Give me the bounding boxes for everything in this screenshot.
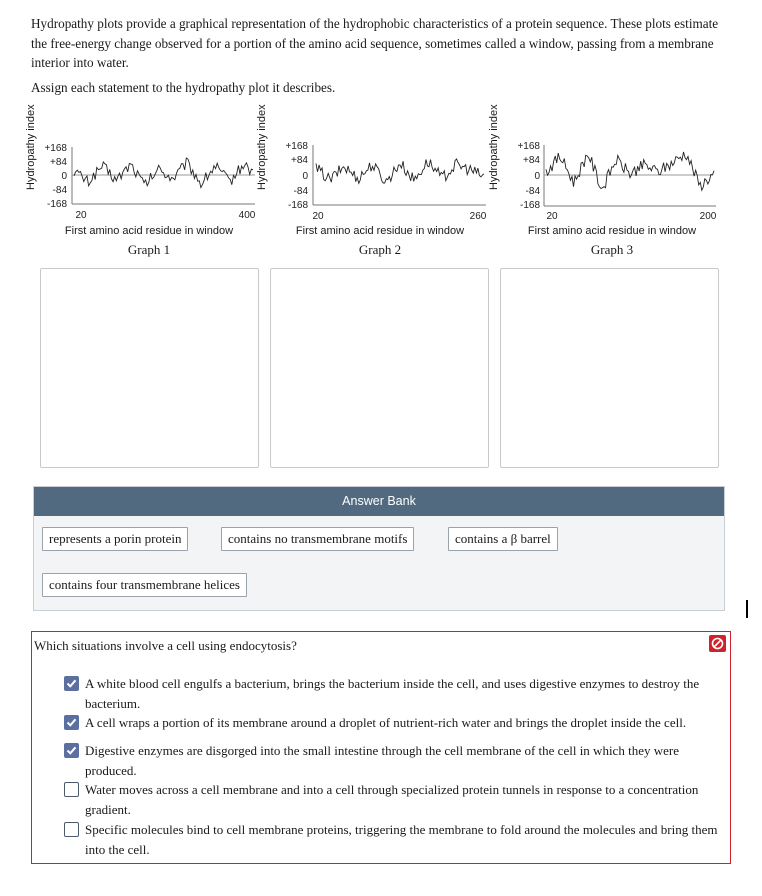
chip-porin-protein[interactable]: represents a porin protein: [42, 527, 188, 551]
graph-2: [256, 104, 496, 260]
option-2[interactable]: [64, 713, 724, 733]
graph-3-plot: [496, 128, 728, 223]
graph-2-plot: [264, 128, 496, 223]
graph-2-ytick: -168: [287, 200, 308, 211]
answer-bank: [33, 486, 725, 611]
graph-1-plot: [33, 128, 265, 223]
option-3-label: Digestive enzymes are disgorged into the small intestine through the cell membrane of the cell in which they were produced.: [85, 743, 679, 778]
chip-beta-barrel[interactable]: contains a β barrel: [448, 527, 558, 551]
option-5-checkbox[interactable]: [64, 822, 79, 837]
graph-3-ytick: -84: [525, 186, 540, 197]
graph-3-xtick-end: 200: [699, 211, 717, 222]
graph-3-series-line: [546, 152, 714, 190]
text-cursor: [746, 600, 748, 618]
graph-1-series-line: [74, 158, 253, 188]
graph-2-ytick: +168: [285, 141, 308, 152]
graph-1-ytick: -84: [52, 185, 67, 196]
graph-3-xlabel: First amino acid residue in window: [527, 225, 697, 237]
endocytosis-question-panel: [31, 631, 731, 864]
graph-3-xtick-start: 20: [546, 211, 558, 222]
option-2-label: A cell wraps a portion of its membrane around a droplet of nutrient-rich water and brings the droplet inside the cell.: [85, 715, 687, 730]
graph-1-ytick: +84: [50, 157, 67, 168]
option-5[interactable]: [64, 820, 724, 860]
option-5-label: Specific molecules bind to cell membrane proteins, triggering the membrane to fold around the molecules and bring them into the cell.: [85, 822, 718, 857]
graph-1-drop-zone[interactable]: [40, 268, 259, 468]
chip-no-transmembrane-motifs[interactable]: contains no transmembrane motifs: [221, 527, 414, 551]
option-4[interactable]: [64, 780, 724, 820]
graph-1-title: Graph 1: [127, 242, 171, 257]
graph-3-ytick: 0: [534, 171, 540, 182]
option-1[interactable]: [64, 674, 724, 714]
graph-3-title: Graph 3: [590, 242, 634, 257]
graph-1-xlabel: First amino acid residue in window: [64, 225, 234, 237]
option-2-checkbox[interactable]: [64, 715, 79, 730]
option-4-checkbox[interactable]: [64, 782, 79, 797]
graph-2-ytick: +84: [291, 155, 308, 166]
checkmark-icon: [66, 678, 77, 689]
instruction-text: Assign each statement to the hydropathy plot it describes.: [31, 80, 336, 95]
question-text: Which situations involve a cell using endocytosis?: [34, 638, 297, 653]
checkmark-icon: [66, 717, 77, 728]
graph-2-ylabel: Hydropathy index: [256, 104, 268, 190]
graph-1-ytick: 0: [61, 171, 67, 182]
option-1-checkbox[interactable]: [64, 676, 79, 691]
graph-1-xtick-start: 20: [75, 210, 87, 221]
chip-four-transmembrane-helices[interactable]: contains four transmembrane helices: [42, 573, 247, 597]
graph-1-ylabel: Hydropathy index: [25, 104, 37, 190]
graph-2-title: Graph 2: [358, 242, 402, 257]
graph-3-ylabel: Hydropathy index: [488, 104, 500, 190]
option-3[interactable]: [64, 741, 724, 781]
option-3-checkbox[interactable]: [64, 743, 79, 758]
graph-2-ytick: 0: [302, 171, 308, 182]
answer-bank-title: Answer Bank: [34, 487, 724, 516]
option-1-label: A white blood cell engulfs a bacterium, brings the bacterium inside the cell, and uses digestive enzymes to destroy the bacterium.: [85, 676, 700, 711]
checkmark-icon: [66, 745, 77, 756]
graph-1-ytick: -168: [46, 199, 67, 210]
graph-2-series-line: [316, 159, 484, 183]
graph-2-xtick-start: 20: [312, 211, 324, 222]
graph-1: [25, 104, 265, 260]
graph-2-ytick: -84: [293, 186, 308, 197]
intro-paragraph: Hydropathy plots provide a graphical representation of the hydrophobic characteristics of a protein sequence. These plots estimate the free-energy change observed for a portion of the amino acid sequence, sometimes called a window, passing from a membrane interior into water.: [31, 16, 719, 70]
graph-2-xlabel: First amino acid residue in window: [295, 225, 465, 237]
graph-2-drop-zone[interactable]: [270, 268, 489, 468]
graph-3-ytick: +84: [523, 155, 540, 166]
graph-1-ytick: +168: [44, 143, 67, 154]
graph-3: [488, 104, 728, 260]
graph-3-drop-zone[interactable]: [500, 268, 719, 468]
no-entry-icon: [709, 635, 726, 652]
graph-3-ytick: -168: [519, 200, 540, 211]
option-4-label: Water moves across a cell membrane and into a cell through specialized protein tunnels in response to a concentration gradient.: [85, 782, 699, 817]
graph-1-xtick-end: 400: [238, 210, 256, 221]
graph-2-xtick-end: 260: [469, 211, 487, 222]
graph-3-ytick: +168: [517, 141, 540, 152]
incorrect-badge: [709, 635, 726, 652]
